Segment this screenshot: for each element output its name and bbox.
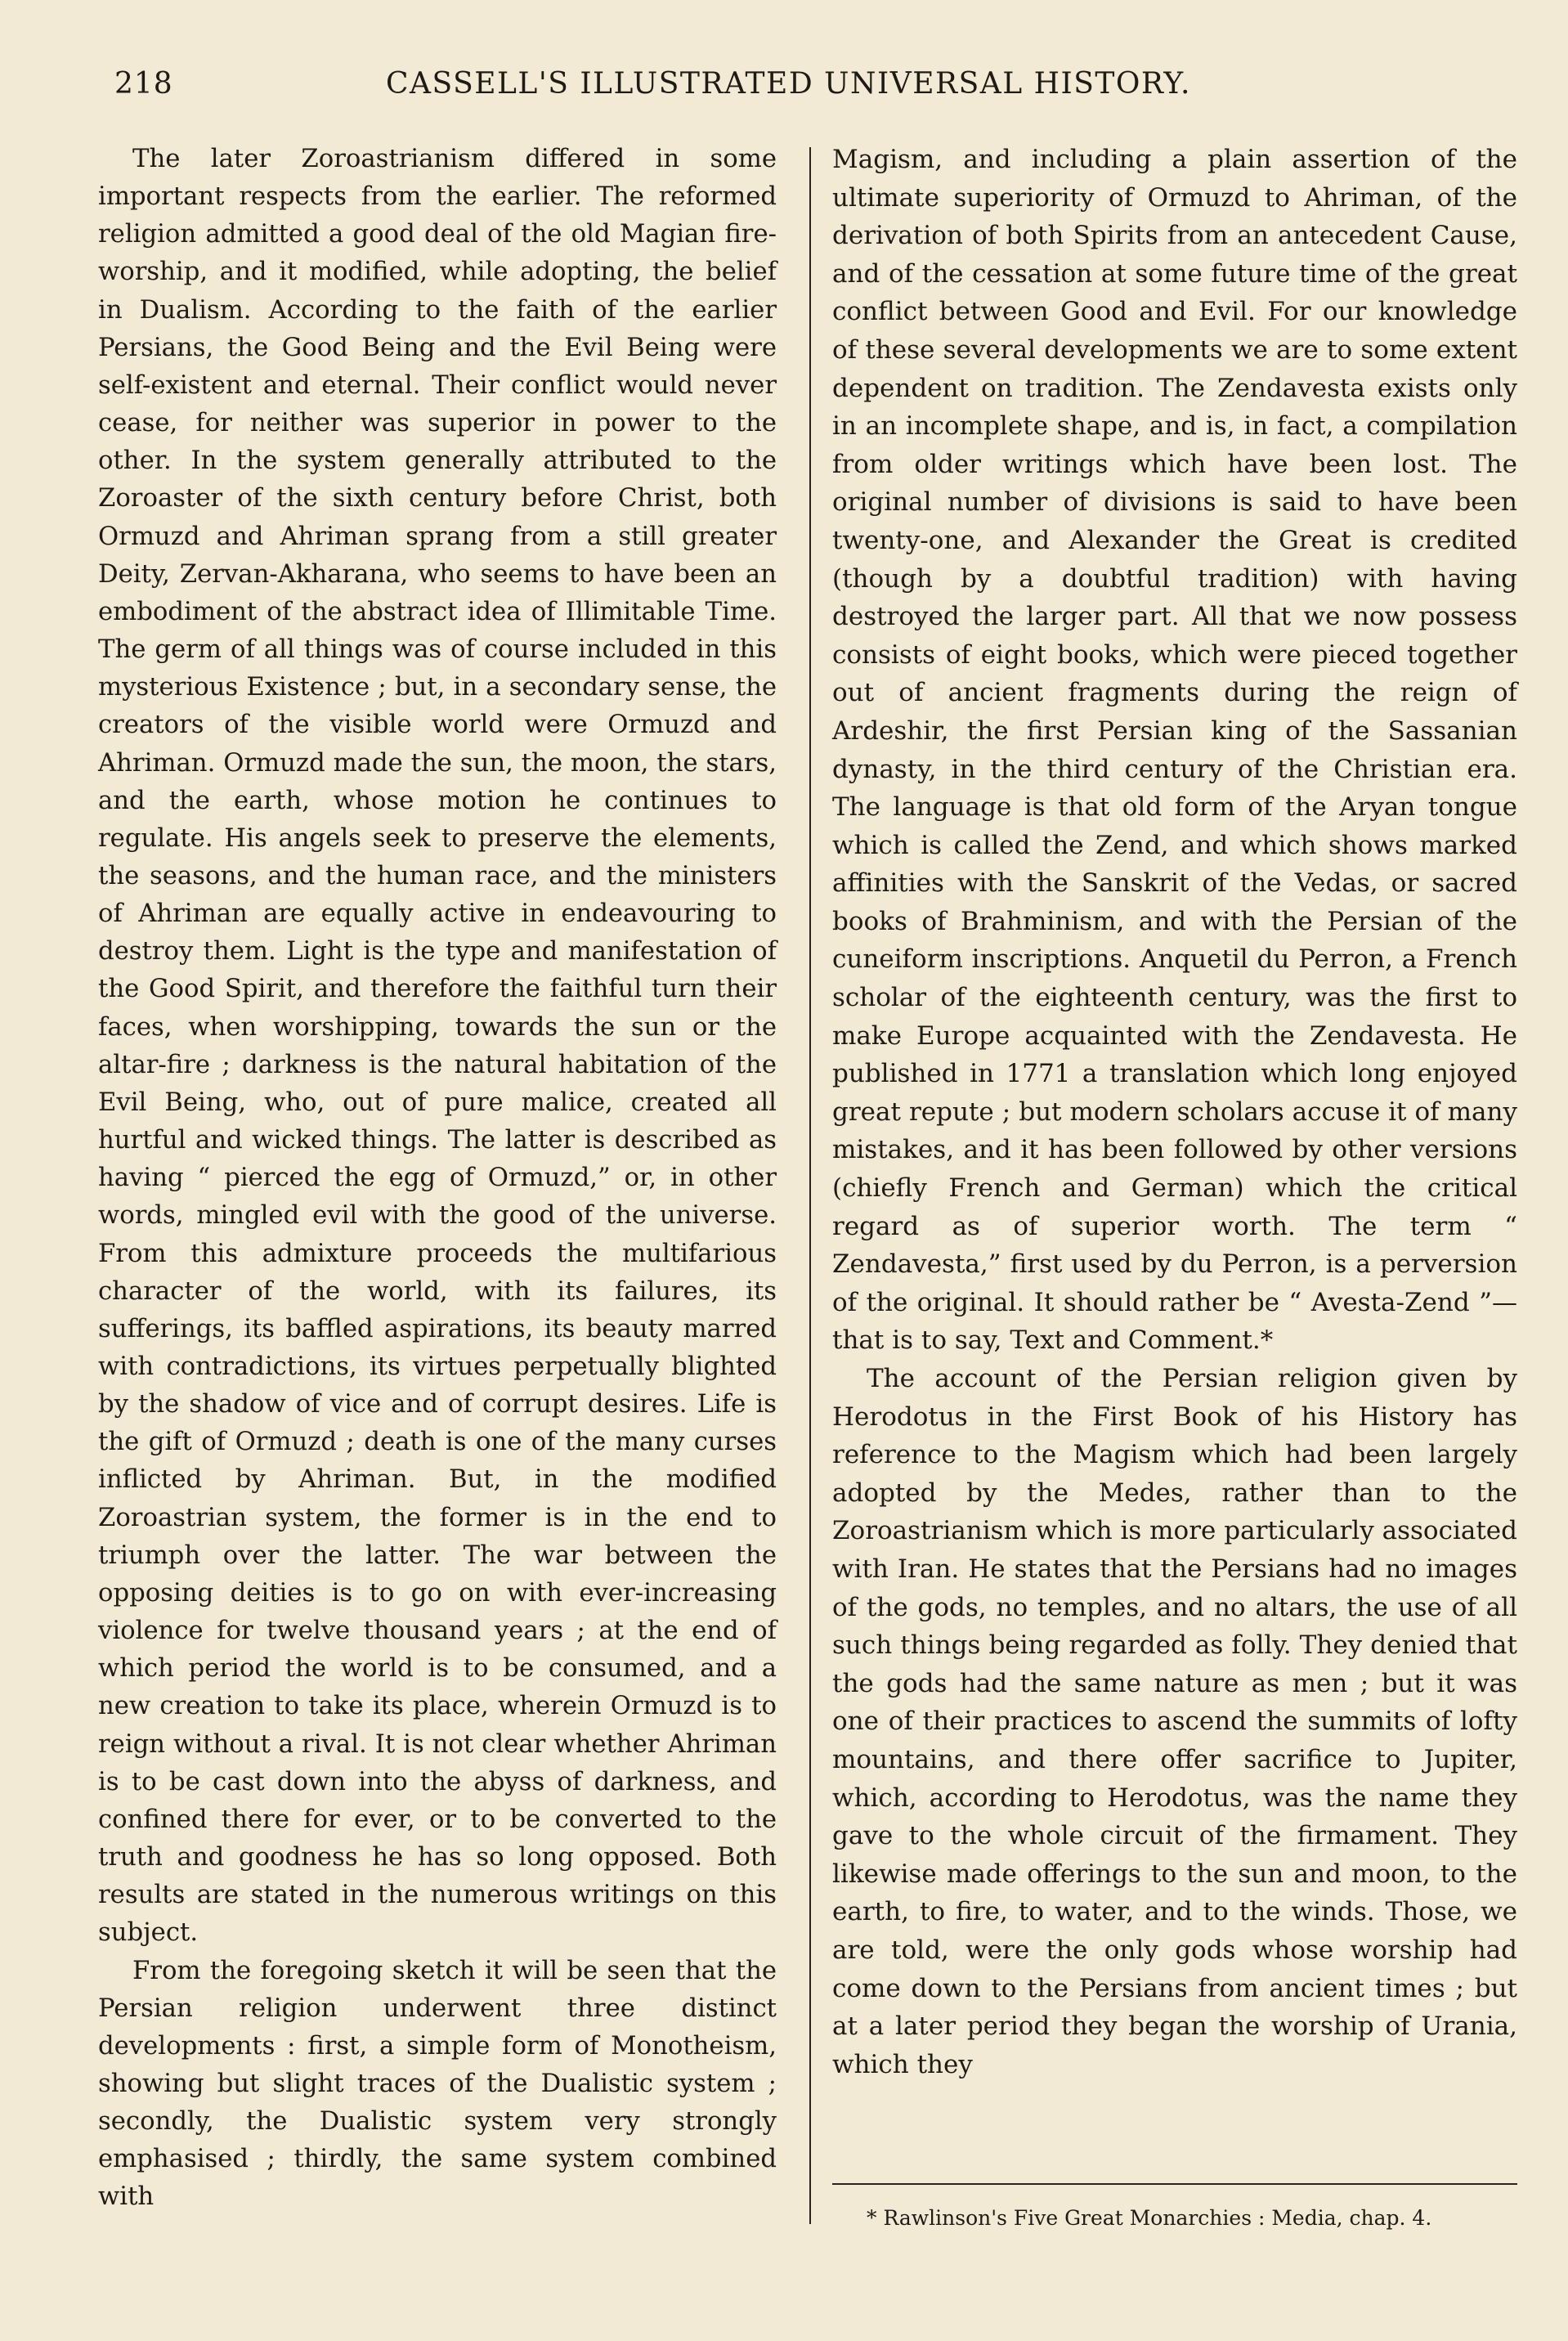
paragraph-zendavesta: Magism, and including a plain assertion of the ultimate superiority of Ormuzd to Ahriman, of the derivation of both Spirits from an antecedent Cause, and of the cessation at some future time of the great conflict between Good and Evil. For our knowledge of these several developments we are to some extent dependent on tradition. The Zendavesta exists only in an incomplete shape, and is, in fact, a compilation from older writings which have been lost. The original number of divisions is said to have been twenty-one, and Alexander the Great is credited (though by a doubtful tradition) with having destroyed the larger part. All that we now possess consists of eight books, which were pieced together out of ancient fragments during the reign of Ardeshir, the first Persian king of the Sassanian dynasty, in the third century of the Christian era. The language is that old form of the Aryan tongue which is called the Zend, and which shows marked affinities with the Sanskrit of the Vedas, or sacred books of Brahminism, and with the Persian of the cuneiform inscriptions. Anquetil du Perron, a French scholar of the eighteenth century, was the first to make Europe acquainted with the Zendavesta. He published in 1771 a translation which long enjoyed great repute ; but modern scholars accuse it of many mistakes, and it has been followed by other versions (chiefly French and German) which the critical regard as of superior worth. The term “ Zendavesta,” first used by du Perron, is a perversion of the original. It should rather be “ Avesta-Zend ”—that is to say, Text and Comment.* <box>832 145 1517 1356</box>
right-column <box>832 141 1517 2083</box>
page-number: 218 <box>114 67 173 101</box>
left-column <box>98 141 777 2217</box>
footnote: * Rawlinson's Five Great Monarchies : Media, chap. 4. <box>867 2206 1432 2230</box>
footnote-rule <box>832 2183 1517 2185</box>
page-header <box>114 67 1243 108</box>
running-title: CASSELL'S ILLUSTRATED UNIVERSAL HISTORY. <box>386 67 1191 101</box>
column-divider <box>809 147 811 2224</box>
paragraph-three-developments: From the foregoing sketch it will be seen that the Persian religion underwent three distinct developments : first, a simple form of Monotheism, showing but slight traces of the Dualistic system ; secondly, the Dualistic system very strongly emphasised ; thirdly, the same system combined with <box>98 1956 777 2212</box>
paragraph-herodotus: The account of the Persian religion given by Herodotus in the First Book of his History has reference to the Magism which had been largely adopted by the Medes, rather than to the Zoroastrianism which is more particularly associated with Iran. He states that the Persians had no images of the gods, no temples, and no altars, the use of all such things being regarded as folly. They denied that the gods had the same nature as men ; but it was one of their practices to ascend the summits of lofty mountains, and there offer sacrifice to Jupiter, which, according to Herodotus, was the name they gave to the whole circuit of the firmament. They likewise made offerings to the sun and moon, to the earth, to fire, to water, and to the winds. Those, we are told, were the only gods whose worship had come down to the Persians from ancient times ; but at a later period they began the worship of Urania, which they <box>832 1364 1517 2079</box>
paragraph-zoroastrianism: The later Zoroastrianism differed in some important respects from the earlier. The reformed religion admitted a good deal of the old Magian fire-worship, and it modified, while adopting, the belief in Dualism. According to the faith of the earlier Persians, the Good Being and the Evil Being were self-existent and eternal. Their conflict would never cease, for neither was superior in power to the other. In the system generally attributed to the Zoroaster of the sixth century before Christ, both Ormuzd and Ahriman sprang from a still greater Deity, Zervan-Akharana, who seems to have been an embodiment of the abstract idea of Illimitable Time. The germ of all things was of course included in this mysterious Existence ; but, in a secondary sense, the creators of the visible world were Ormuzd and Ahriman. Ormuzd made the sun, the moon, the stars, and the earth, whose motion he continues to regulate. His angels seek to preserve the elements, the seasons, and the human race, and the ministers of Ahriman are equally active in endeavouring to destroy them. Light is the type and manifestation of the Good Spirit, and therefore the faithful turn their faces, when worshipping, towards the sun or the altar-fire ; darkness is the natural habitation of the Evil Being, who, out of pure malice, created all hurtful and wicked things. The latter is described as having “ pierced the egg of Ormuzd,” or, in other words, mingled evil with the good of the universe. From this admixture proceeds the multifarious character of the world, with its failures, its sufferings, its baffled aspirations, its beauty marred with contradictions, its virtues perpetually blighted by the shadow of vice and of corrupt desires. Life is the gift of Ormuzd ; death is one of the many curses inflicted by Ahriman. But, in the modified Zoroastrian system, the former is in the end to triumph over the latter. The war between the opposing deities is to go on with ever-increasing violence for twelve thousand years ; at the end of which period the world is to be consumed, and a new creation to take its place, wherein Ormuzd is to reign without a rival. It is not clear whether Ahriman is to be cast down into the abyss of darkness, and confined there for ever, or to be converted to the truth and goodness he has so long opposed. Both results are stated in the numerous writings on this subject. <box>98 145 777 1948</box>
